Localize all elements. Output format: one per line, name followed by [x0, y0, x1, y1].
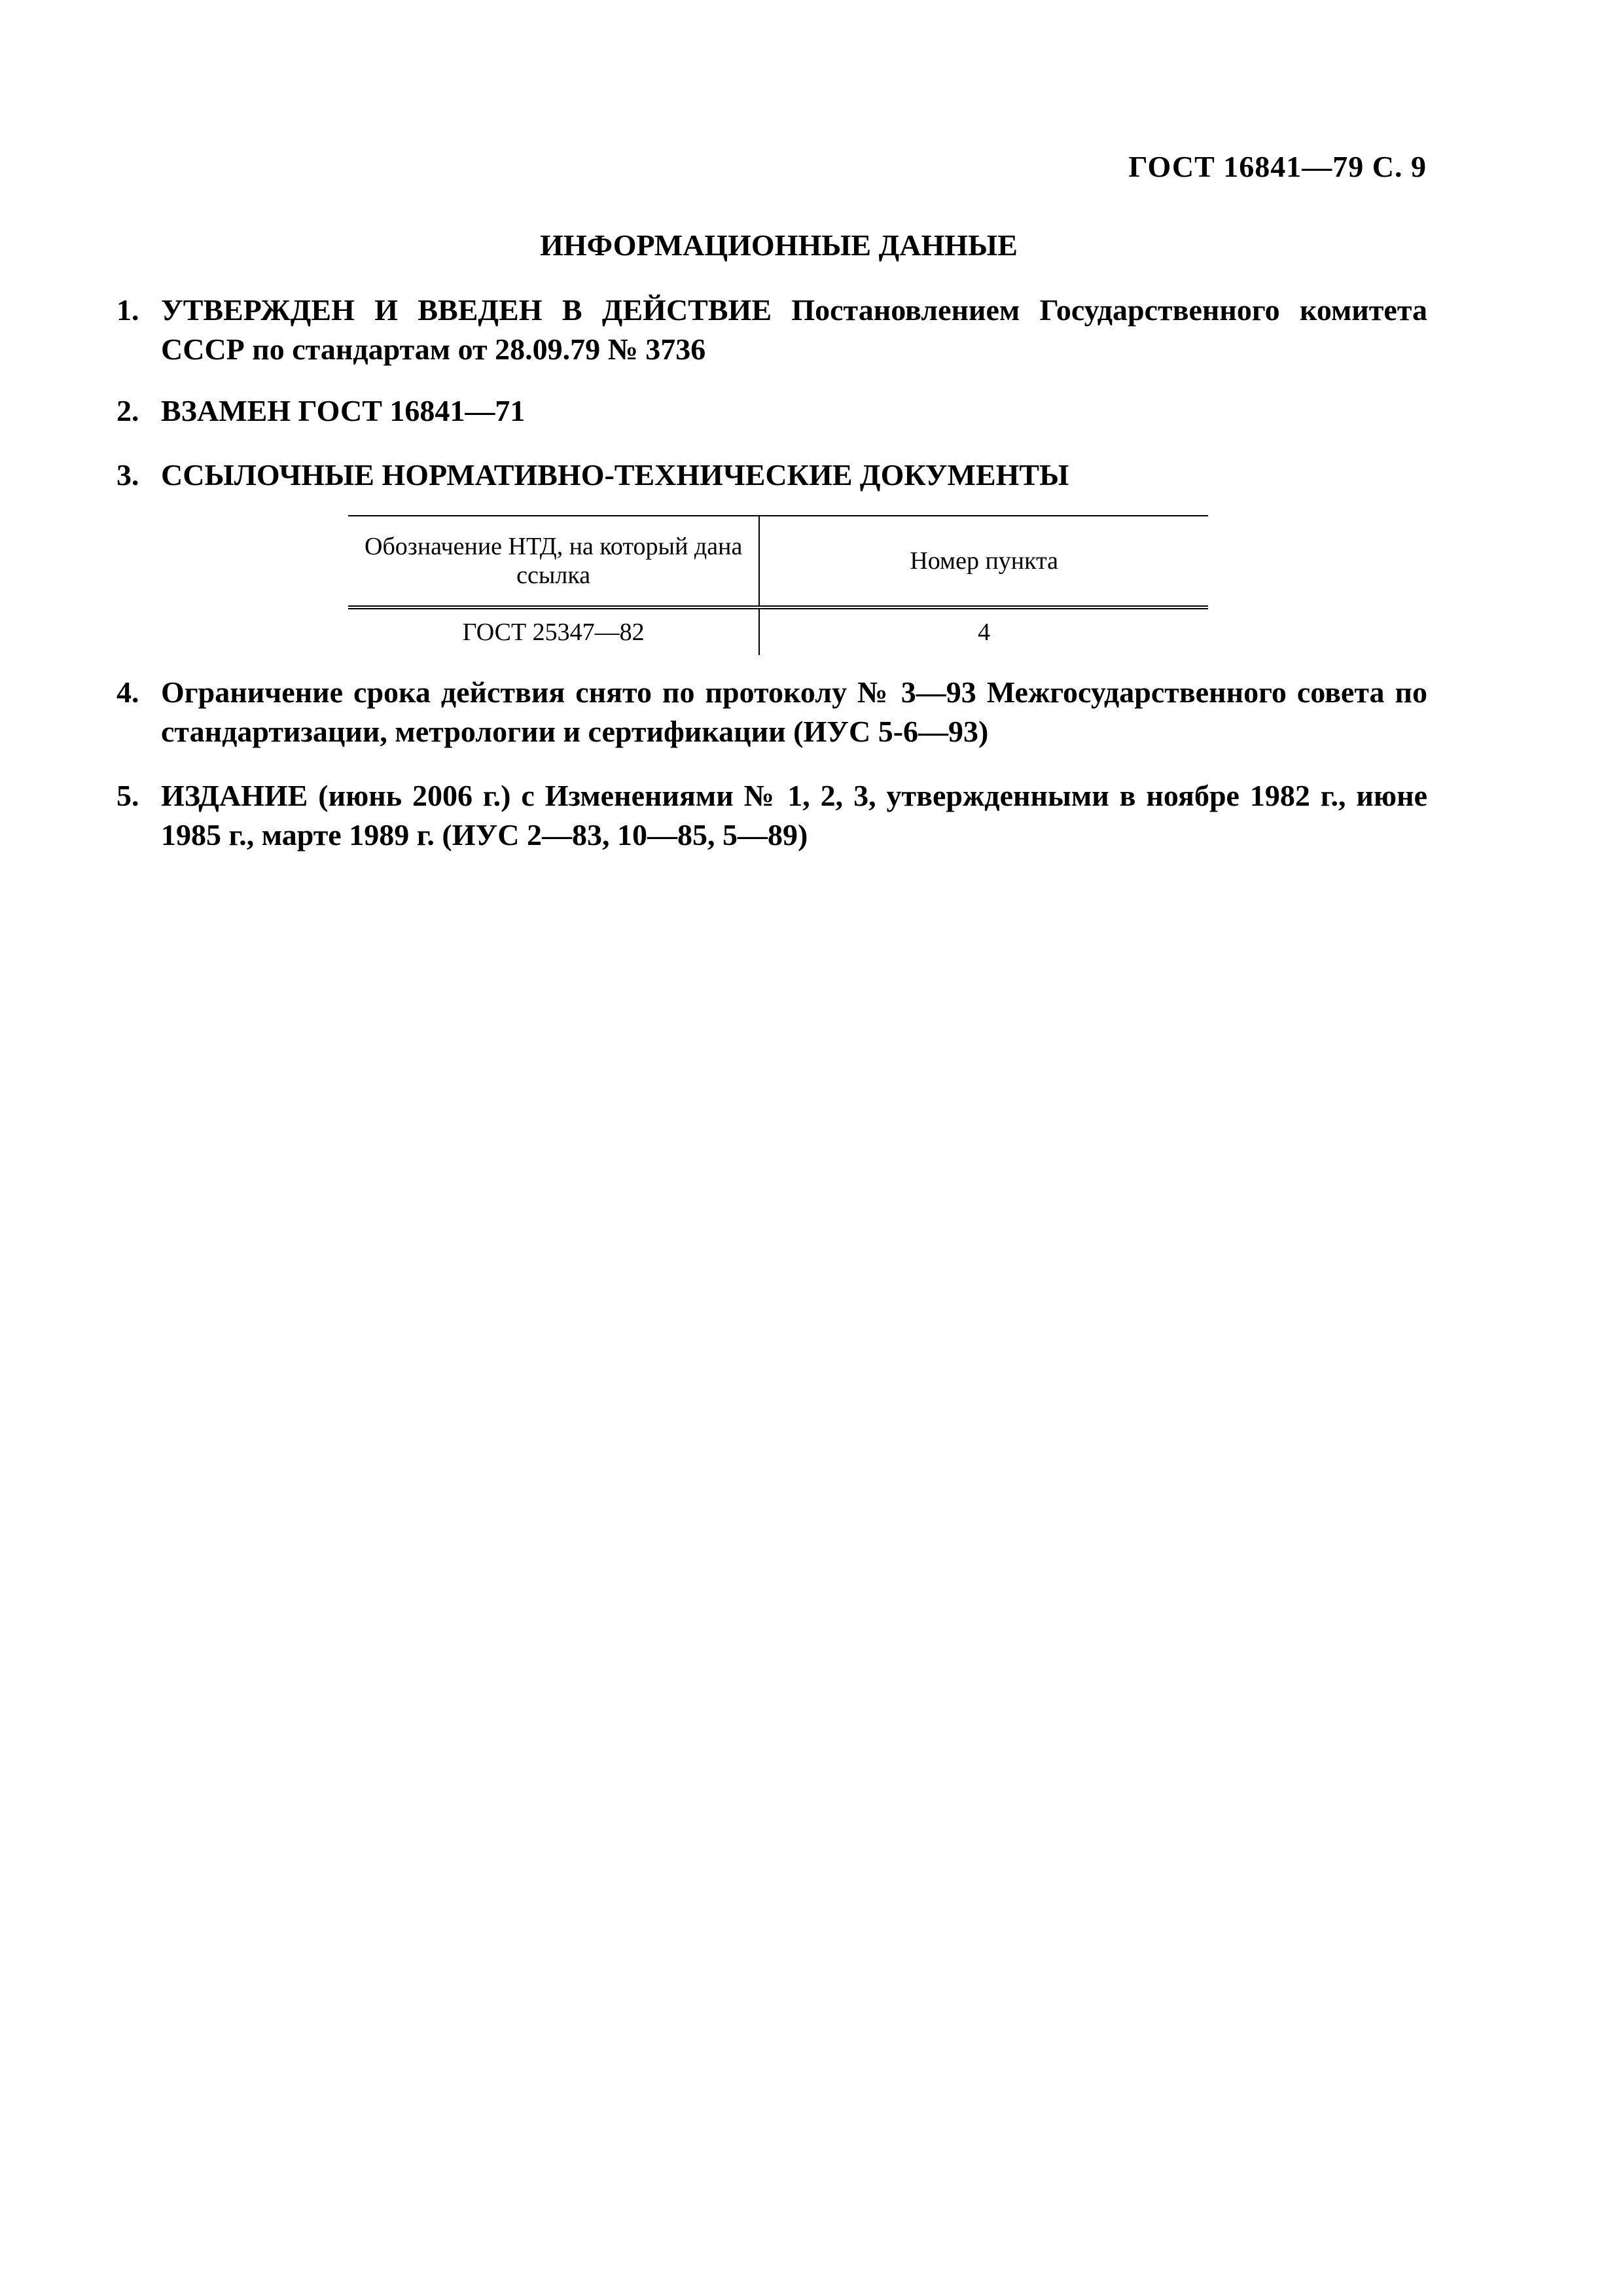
item-number: 2.	[116, 394, 139, 427]
running-head: ГОСТ 16841—79 С. 9	[1128, 150, 1427, 183]
item-lead: УТВЕРЖДЕН И ВВЕДЕН В ДЕЙСТВИЕ	[161, 293, 772, 327]
table-cell-clause: 4	[978, 619, 991, 646]
reference-table	[348, 515, 1208, 655]
section-title: ИНФОРМАЦИОННЫЕ ДАННЫЕ	[540, 228, 1018, 262]
item-number: 4.	[116, 675, 139, 709]
item-body	[161, 391, 1427, 431]
list-item	[116, 673, 1427, 751]
item-number: 5.	[116, 779, 139, 812]
column-header-clause: Номер пункта	[759, 516, 1208, 607]
item-text: ИЗДАНИЕ (июнь 2006 г.) с Изменениями № 1, 2, 3, утвержденными в ноябре 1982 г., июне 1985 г., марте 1989 г. (ИУС 2—83, 10—85, 5—89)	[161, 779, 1427, 852]
item-number: 1.	[116, 293, 139, 327]
list-item	[116, 291, 1427, 369]
list-item	[116, 776, 1427, 855]
item-lead: ССЫЛОЧНЫЕ НОРМАТИВНО-ТЕХНИЧЕСКИЕ ДОКУМЕНТЫ	[161, 458, 1069, 492]
item-lead: ВЗАМЕН ГОСТ 16841—71	[161, 394, 526, 427]
item-text: Ограничение срока действия снято по протоколу № 3—93 Межгосударственного совета по стандартизации, метрологии и сертификации (ИУС 5-6—93)	[161, 675, 1427, 748]
table-row	[348, 607, 1208, 655]
item-text: Постановлением Государственного комитета СССР по стандартам от 28.09.79 № 3736	[161, 293, 1427, 366]
list-item	[116, 456, 1427, 495]
item-body	[161, 291, 1427, 369]
list-item	[116, 391, 1427, 431]
item-number: 3.	[116, 458, 139, 492]
table-header-row	[348, 516, 1208, 607]
item-body	[161, 456, 1427, 495]
table-cell-document: ГОСТ 25347—82	[348, 607, 759, 655]
column-header-document: Обозначение НТД, на который дана ссылка	[348, 516, 759, 607]
